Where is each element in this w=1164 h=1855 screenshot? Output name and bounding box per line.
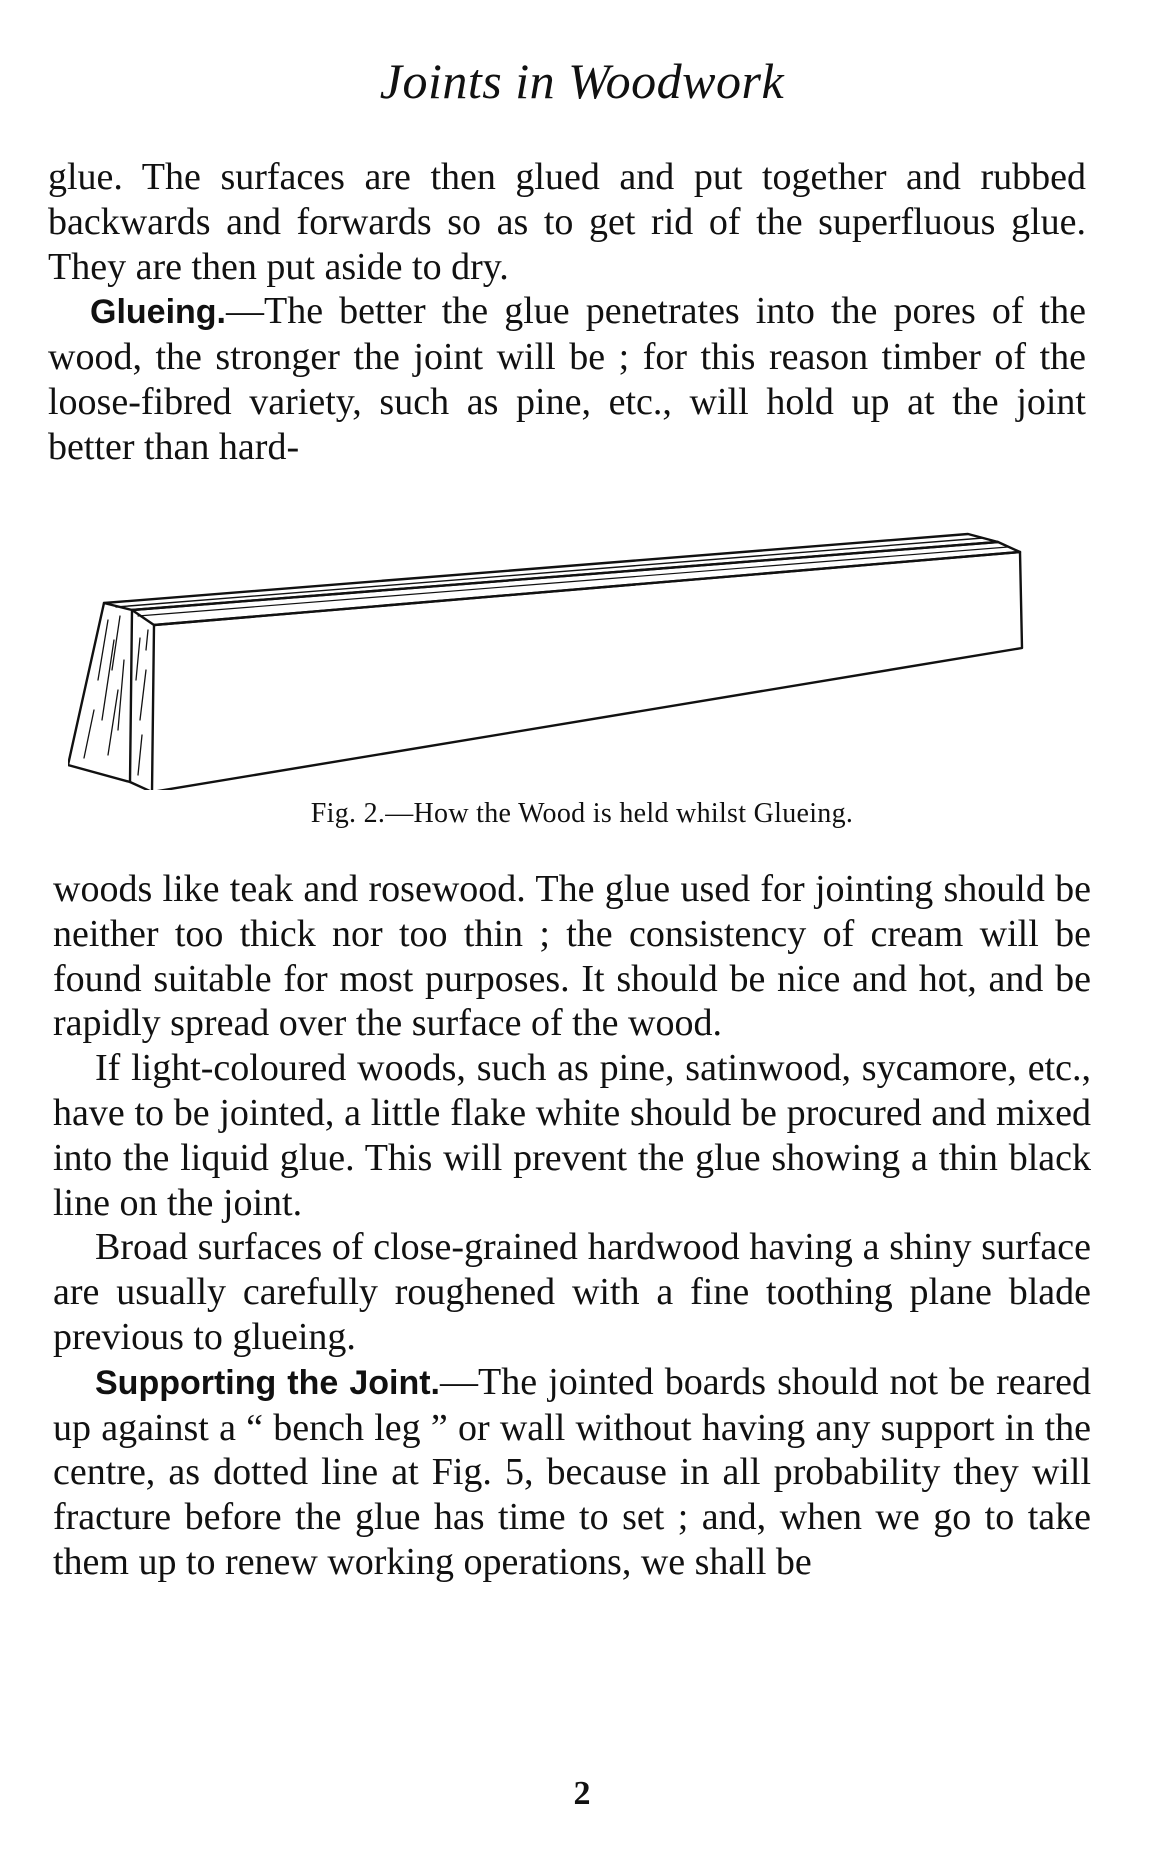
section-heading-glueing: Glueing. — [90, 293, 226, 332]
figure-caption: Fig. 2.—How the Wood is held whilst Glueing. — [310, 798, 854, 829]
paragraph-supporting-text: —The jointed boards should not be reared up against a “ bench leg ” or wall without having any support in the centre, as dotted line at Fig. 5, because in all probability they will fracture before the glue has time to set ; and, when we go to take them up to renew working operations, we shall be — [53, 1360, 1091, 1583]
running-head: Joints in Woodwork — [379, 53, 785, 109]
paragraph-woods: woods like teak and rosewood. The glue used for jointing should be neither too thick nor too thin ; the consistency of cream will be found suitable for most purposes. It should be nice and hot, and be rapidly spread over the surface of the wood. — [53, 868, 1091, 1045]
boards-illustration — [68, 520, 1058, 790]
front-board-top — [132, 542, 1020, 625]
paragraph-glueing-text: —The better the glue penetrates into the pores of the wood, the stronger the joint will be ; for this reason timber of the loose-fibred variety, such as pine, etc., will hold up at the joint better than hard- — [48, 290, 1086, 468]
section-heading-supporting: Supporting the Joint. — [95, 1363, 440, 1402]
paragraph-light-woods: If light-coloured woods, such as pine, satinwood, sycamore, etc., have to be jointed, a little flake white should be procured and mixed into the liquid glue. This will prevent the glue showing a thin black line on the joint. — [53, 1047, 1091, 1224]
joint-line — [116, 538, 983, 607]
rear-board-end — [68, 603, 132, 782]
paragraph-broad-surfaces: Broad surfaces of close-grained hardwood having a shiny surface are usually carefully roughened with a fine toothing plane blade previous to glueing. — [53, 1226, 1091, 1358]
page-number: 2 — [573, 1775, 591, 1812]
top-edge-line — [138, 547, 1008, 616]
text-block-top — [48, 155, 1086, 470]
paragraph-glueing — [48, 289, 1086, 469]
text-block-bottom — [53, 867, 1091, 1585]
figure-glued-boards — [68, 520, 1058, 790]
paragraph-continuation: glue. The surfaces are then glued and put together and rubbed backwards and forwards so as to get rid of the superfluous glue. They are then put aside to dry. — [48, 156, 1086, 288]
paragraph-supporting — [53, 1360, 1091, 1585]
